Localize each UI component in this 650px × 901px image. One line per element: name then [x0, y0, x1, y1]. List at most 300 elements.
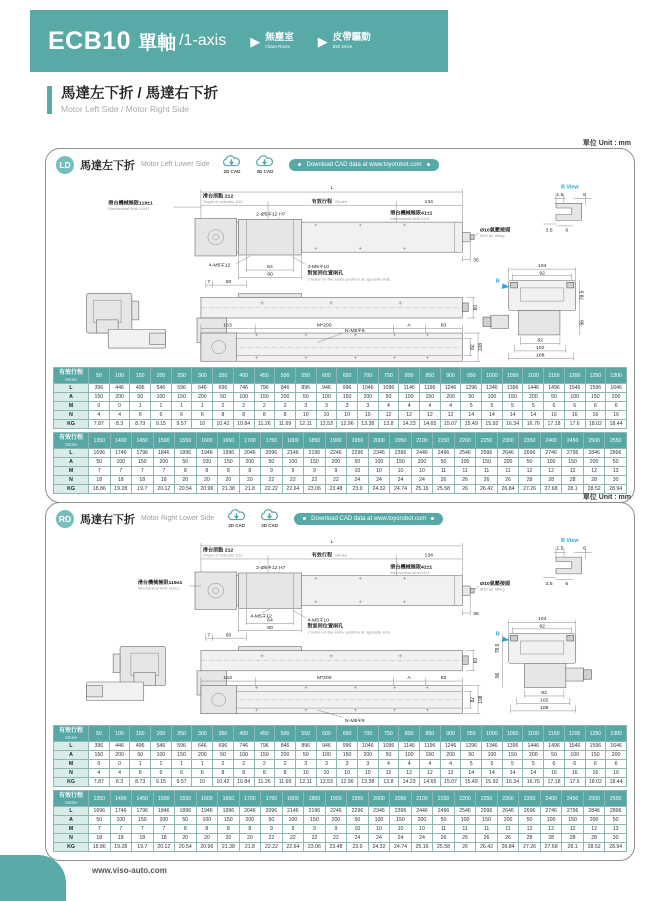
value-cell: 1846: [153, 807, 175, 816]
value-cell: 14.23: [399, 778, 420, 787]
value-cell: 846: [275, 742, 296, 751]
value-cell: 200: [440, 751, 461, 760]
stroke-col-header: 1800: [282, 433, 304, 449]
stroke-col-header: 2450: [562, 433, 584, 449]
value-cell: 5: [482, 760, 503, 769]
belt-drive-badge: [318, 33, 371, 49]
value-cell: 2246: [325, 807, 347, 816]
value-cell: 2496: [433, 807, 455, 816]
stroke-col-header: 1000: [482, 368, 503, 384]
section-title-block: [47, 86, 218, 114]
value-cell: 24: [390, 834, 412, 843]
stroke-col-header: 150: [130, 368, 151, 384]
value-cell: 50: [605, 816, 627, 825]
value-cell: 14: [461, 769, 482, 778]
stroke-header-cell: [54, 726, 89, 742]
stroke-header-cell: [54, 368, 89, 384]
value-cell: 15.92: [482, 420, 503, 429]
stroke-col-header: 2350: [519, 433, 541, 449]
cad-2d-download[interactable]: [221, 155, 242, 174]
value-cell: 946: [316, 742, 337, 751]
value-cell: 2796: [562, 449, 584, 458]
value-cell: 1946: [196, 449, 218, 458]
value-cell: 6: [171, 411, 192, 420]
dim-134: 134: [424, 552, 434, 559]
stroke-col-header: 1200: [564, 368, 585, 384]
stroke-col-header: 1550: [175, 791, 197, 807]
value-cell: 20: [239, 476, 261, 485]
value-cell: 746: [233, 742, 254, 751]
value-cell: 2: [213, 402, 234, 411]
value-cell: 4: [109, 411, 130, 420]
row-label: A: [54, 393, 89, 402]
value-cell: 200: [357, 751, 378, 760]
value-cell: 12.96: [337, 778, 358, 787]
stroke-header-zh: 有效行程: [58, 369, 83, 376]
m5-10-zh: 對面同位置兩孔: [307, 623, 344, 630]
value-cell: 2746: [540, 807, 562, 816]
value-cell: 19.7: [132, 485, 154, 494]
stroke-col-header: 550: [295, 368, 316, 384]
value-cell: 3: [337, 760, 358, 769]
side-view: [87, 647, 166, 701]
value-cell: 2: [213, 760, 234, 769]
value-cell: 1746: [110, 807, 132, 816]
value-cell: 5: [482, 402, 503, 411]
value-cell: 9: [304, 825, 326, 834]
stroke-tables: [53, 725, 627, 852]
stroke-col-header: 850: [420, 368, 441, 384]
value-cell: 50: [461, 393, 482, 402]
dim-82: 82: [541, 690, 547, 697]
value-cell: 2896: [605, 449, 627, 458]
value-cell: 3: [357, 760, 378, 769]
value-cell: 1446: [523, 742, 544, 751]
value-cell: 14: [502, 769, 523, 778]
value-cell: 22.64: [282, 843, 304, 852]
dim-64: 64: [267, 617, 273, 624]
value-cell: 4: [378, 760, 399, 769]
dim-104: 104: [537, 616, 547, 622]
value-cell: 50: [213, 751, 234, 760]
stroke-col-header: 400: [233, 726, 254, 742]
row-label: L: [54, 384, 89, 393]
value-cell: 16: [606, 411, 627, 420]
value-cell: 4: [378, 402, 399, 411]
dim-7: 7: [207, 632, 211, 639]
stroke-col-header: 1600: [196, 791, 218, 807]
dim-82: 82: [537, 337, 544, 344]
value-cell: 1846: [153, 449, 175, 458]
row-label: L: [54, 807, 89, 816]
dim-108b: 108: [477, 695, 485, 704]
value-cell: 200: [109, 751, 130, 760]
stroke-col-header: 600: [316, 368, 337, 384]
stroke-col-header: 1650: [218, 433, 240, 449]
ld-badge: LD: [56, 156, 74, 174]
dim-83: 83: [440, 322, 447, 329]
value-cell: 12.11: [295, 778, 316, 787]
stroke-col-header: 2100: [411, 791, 433, 807]
m5-12-callout: 4-M5∓12: [250, 613, 272, 620]
value-cell: 15.07: [440, 420, 461, 429]
value-cell: 9.15: [151, 778, 172, 787]
value-cell: 13.8: [378, 778, 399, 787]
value-cell: 150: [420, 393, 441, 402]
row-label: M: [54, 402, 89, 411]
value-cell: 9.15: [151, 420, 172, 429]
stroke-col-header: 2550: [605, 433, 627, 449]
cad-2d-download[interactable]: [226, 509, 247, 528]
value-cell: 4: [89, 411, 110, 420]
value-cell: 1896: [175, 449, 197, 458]
value-cell: 5: [523, 760, 544, 769]
stroke-col-header: 350: [213, 368, 234, 384]
value-cell: 2446: [411, 449, 433, 458]
limit41-en: Mechanical limit:41±1: [390, 569, 430, 575]
stroke-col-header: 1500: [153, 433, 175, 449]
panel-title-zh: 馬達左下折: [80, 159, 135, 172]
value-cell: 15.49: [461, 778, 482, 787]
stroke-col-header: 2200: [454, 433, 476, 449]
value-cell: 13.38: [357, 778, 378, 787]
stroke-col-header: 150: [130, 726, 151, 742]
value-cell: 1496: [544, 742, 565, 751]
stroke-header-en: Stroke: [64, 799, 78, 805]
value-cell: 2: [233, 402, 254, 411]
stroke-col-header: 1300: [606, 368, 627, 384]
value-cell: 5: [502, 402, 523, 411]
value-cell: 8: [239, 467, 261, 476]
stroke-col-header: 1900: [325, 433, 347, 449]
b-view: [543, 184, 591, 233]
stroke-col-header: 300: [192, 726, 213, 742]
cloud-download-icon: [259, 509, 280, 522]
value-cell: 200: [275, 751, 296, 760]
value-cell: 1796: [132, 807, 154, 816]
value-cell: 8: [175, 467, 197, 476]
value-cell: 26.84: [497, 485, 519, 494]
cad-3d-download[interactable]: [254, 155, 275, 174]
stroke-col-header: 800: [399, 368, 420, 384]
value-cell: 150: [218, 816, 240, 825]
origin-label-zh: 滑台原點 212: [202, 193, 234, 200]
value-cell: 2046: [239, 807, 261, 816]
stroke-col-header: 2500: [583, 791, 605, 807]
value-cell: 746: [233, 384, 254, 393]
value-cell: 27.68: [540, 843, 562, 852]
stroke-col-header: 700: [357, 726, 378, 742]
value-cell: 6: [130, 411, 151, 420]
value-cell: 16: [544, 769, 565, 778]
value-cell: 1696: [89, 807, 111, 816]
value-cell: 14.23: [399, 420, 420, 429]
value-cell: 26: [454, 834, 476, 843]
value-cell: 15.07: [440, 778, 461, 787]
value-cell: 25.16: [411, 485, 433, 494]
dim-78-5: 78.5: [579, 290, 586, 301]
value-cell: 8: [213, 411, 234, 420]
value-cell: 10: [316, 769, 337, 778]
value-cell: 100: [482, 393, 503, 402]
value-cell: 2696: [519, 807, 541, 816]
stroke-col-header: 1900: [325, 791, 347, 807]
value-cell: 2046: [239, 449, 261, 458]
stroke-col-header: 1300: [606, 726, 627, 742]
panel-motor-left: [45, 148, 635, 503]
stroke-col-header: 800: [399, 726, 420, 742]
value-cell: 12: [562, 467, 584, 476]
dim-35: 35: [473, 610, 479, 617]
value-cell: 18.44: [606, 778, 627, 787]
value-cell: 200: [357, 393, 378, 402]
value-cell: 10.84: [233, 778, 254, 787]
dim-1-5: 1.5: [556, 191, 564, 198]
value-cell: 696: [213, 742, 234, 751]
stroke-col-header: 2450: [562, 791, 584, 807]
value-cell: 50: [347, 458, 369, 467]
stroke-col-header: 1450: [132, 791, 154, 807]
value-cell: 50: [461, 751, 482, 760]
value-cell: 6: [544, 402, 565, 411]
value-cell: 9.57: [171, 778, 192, 787]
value-cell: 24: [347, 476, 369, 485]
value-cell: 7: [89, 467, 111, 476]
value-cell: 50: [433, 458, 455, 467]
value-cell: 26: [433, 834, 455, 843]
value-cell: 0: [89, 402, 110, 411]
value-cell: 10: [192, 420, 213, 429]
triangle-icon: ▶: [250, 33, 261, 49]
value-cell: 26: [497, 476, 519, 485]
value-cell: 896: [295, 384, 316, 393]
air-fitting-en: Ø10 air fitting: [480, 586, 505, 592]
value-cell: 10: [368, 467, 390, 476]
value-cell: 796: [254, 742, 275, 751]
stroke-col-header: 750: [378, 726, 399, 742]
value-cell: 200: [192, 751, 213, 760]
value-cell: 50: [213, 393, 234, 402]
value-cell: 8: [239, 825, 261, 834]
value-cell: 20: [196, 476, 218, 485]
value-cell: 4: [420, 760, 441, 769]
value-cell: 12: [440, 769, 461, 778]
value-cell: 6: [606, 760, 627, 769]
stroke-col-header: 450: [254, 726, 275, 742]
motor-left-technical-drawing: [53, 177, 627, 365]
row-label: A: [54, 816, 89, 825]
value-cell: 8: [275, 411, 296, 420]
value-cell: 26: [497, 834, 519, 843]
value-cell: 100: [564, 393, 585, 402]
dim-102: 102: [535, 345, 545, 351]
value-cell: 16: [544, 411, 565, 420]
row-label: N: [54, 411, 89, 420]
value-cell: 28.94: [605, 843, 627, 852]
value-cell: 8: [275, 769, 296, 778]
stroke-col-header: 950: [461, 726, 482, 742]
stroke-col-header: 2550: [605, 791, 627, 807]
value-cell: 7.87: [89, 420, 110, 429]
value-cell: 5: [523, 402, 544, 411]
value-cell: 200: [153, 816, 175, 825]
value-cell: 7.87: [89, 778, 110, 787]
origin-label-zh: 滑台原點 212: [202, 547, 234, 554]
value-cell: 8.73: [130, 420, 151, 429]
stroke-col-header: 1950: [347, 433, 369, 449]
value-cell: 200: [440, 393, 461, 402]
unit-label: 單位 Unit : mm: [582, 140, 631, 147]
value-cell: 13: [605, 825, 627, 834]
b-view: [543, 538, 591, 587]
value-cell: 12: [378, 769, 399, 778]
value-cell: 50: [519, 816, 541, 825]
stroke-col-header: 1700: [239, 791, 261, 807]
section-view: [495, 616, 592, 713]
dim-L: L: [330, 185, 334, 192]
value-cell: 2346: [368, 449, 390, 458]
download-cad-link[interactable]: Download CAD data at www.toyorobot.com: [294, 513, 443, 525]
b-arrow-label: B: [495, 278, 500, 285]
panel-ld-wrap: [45, 138, 635, 503]
value-cell: 16: [585, 411, 606, 420]
value-cell: 28.52: [583, 485, 605, 494]
stroke-header-zh: 有效行程: [58, 727, 83, 734]
value-cell: 22: [261, 834, 283, 843]
value-cell: 11.69: [275, 420, 296, 429]
value-cell: 8: [254, 769, 275, 778]
dim-80: 80: [267, 271, 273, 278]
value-cell: 10: [295, 769, 316, 778]
value-cell: 11: [433, 825, 455, 834]
value-cell: 1896: [175, 807, 197, 816]
value-cell: 796: [254, 384, 275, 393]
value-cell: 150: [420, 751, 441, 760]
value-cell: 100: [196, 458, 218, 467]
stroke-col-header: 1250: [585, 726, 606, 742]
value-cell: 10: [337, 769, 358, 778]
value-cell: 11.26: [254, 778, 275, 787]
value-cell: 150: [254, 751, 275, 760]
value-cell: 13.8: [378, 420, 399, 429]
value-cell: 20.12: [153, 843, 175, 852]
value-cell: 25.58: [433, 843, 455, 852]
stroke-col-header: 2000: [368, 433, 390, 449]
stroke-col-header: 1550: [175, 433, 197, 449]
dim-163: 163: [223, 675, 232, 682]
value-cell: 1196: [420, 384, 441, 393]
value-cell: 26: [454, 843, 476, 852]
axis-label-zh: 單軸: [138, 32, 177, 54]
value-cell: 2196: [304, 807, 326, 816]
value-cell: 28: [519, 834, 541, 843]
section-view: [483, 263, 586, 360]
value-cell: 1646: [606, 384, 627, 393]
value-cell: 24: [411, 476, 433, 485]
row-label: KG: [54, 843, 89, 852]
value-cell: 1096: [378, 742, 399, 751]
value-cell: 2296: [347, 449, 369, 458]
value-cell: 1146: [399, 384, 420, 393]
value-cell: 8: [196, 825, 218, 834]
value-cell: 16.76: [523, 778, 544, 787]
value-cell: 14: [523, 769, 544, 778]
m5-12-callout: 4-M5∓12: [208, 262, 231, 269]
value-cell: 2: [275, 402, 296, 411]
value-cell: 18.86: [89, 485, 111, 494]
value-cell: 12: [583, 825, 605, 834]
stroke-col-header: 2250: [476, 433, 498, 449]
value-cell: 2446: [411, 807, 433, 816]
value-cell: 150: [171, 393, 192, 402]
value-cell: 3: [316, 760, 337, 769]
value-cell: 2396: [390, 449, 412, 458]
value-cell: 28: [519, 476, 541, 485]
value-cell: 1196: [420, 742, 441, 751]
value-cell: 4: [399, 760, 420, 769]
value-cell: 446: [109, 384, 130, 393]
value-cell: 8: [233, 411, 254, 420]
value-cell: 28: [583, 834, 605, 843]
value-cell: 100: [110, 816, 132, 825]
value-cell: 100: [316, 393, 337, 402]
value-cell: 10: [357, 411, 378, 420]
unit-label: 單位 Unit : mm: [582, 494, 631, 501]
value-cell: 11: [476, 825, 498, 834]
value-cell: 28: [562, 476, 584, 485]
value-cell: 2696: [519, 449, 541, 458]
stroke-col-header: 450: [254, 368, 275, 384]
download-cad-link[interactable]: Download CAD data at www.toyorobot.com: [289, 159, 438, 171]
value-cell: 7: [110, 825, 132, 834]
value-cell: 1646: [606, 742, 627, 751]
value-cell: 24.74: [390, 843, 412, 852]
value-cell: 4: [440, 402, 461, 411]
value-cell: 6: [171, 769, 192, 778]
stroke-col-header: 2250: [476, 791, 498, 807]
limit119-en: Mechanical limit:119±1: [137, 585, 180, 591]
value-cell: 50: [261, 816, 283, 825]
cad-3d-download[interactable]: [259, 509, 280, 528]
value-cell: 150: [304, 816, 326, 825]
value-cell: 14: [482, 411, 503, 420]
value-cell: 19.7: [132, 843, 154, 852]
value-cell: 6: [130, 769, 151, 778]
value-cell: 24: [347, 834, 369, 843]
value-cell: 23.48: [325, 843, 347, 852]
value-cell: 22: [282, 834, 304, 843]
limit41-zh: 滑台機械極限41±1: [390, 210, 433, 217]
value-cell: 496: [130, 384, 151, 393]
stroke-col-header: 1150: [544, 368, 565, 384]
m5-10-zh: 對面同位置兩孔: [307, 270, 344, 277]
value-cell: 8: [254, 411, 275, 420]
stroke-col-header: 2400: [540, 791, 562, 807]
dim-92: 92: [539, 270, 546, 277]
value-cell: 30: [605, 834, 627, 843]
value-cell: 200: [606, 751, 627, 760]
stroke-col-header: 850: [420, 726, 441, 742]
dim-7: 7: [207, 279, 211, 286]
value-cell: 50: [175, 816, 197, 825]
value-cell: 200: [109, 393, 130, 402]
value-cell: 6: [544, 760, 565, 769]
value-cell: 1696: [89, 449, 111, 458]
value-cell: 2646: [497, 449, 519, 458]
value-cell: 2596: [476, 449, 498, 458]
value-cell: 14: [461, 411, 482, 420]
stroke-table: [53, 432, 627, 494]
